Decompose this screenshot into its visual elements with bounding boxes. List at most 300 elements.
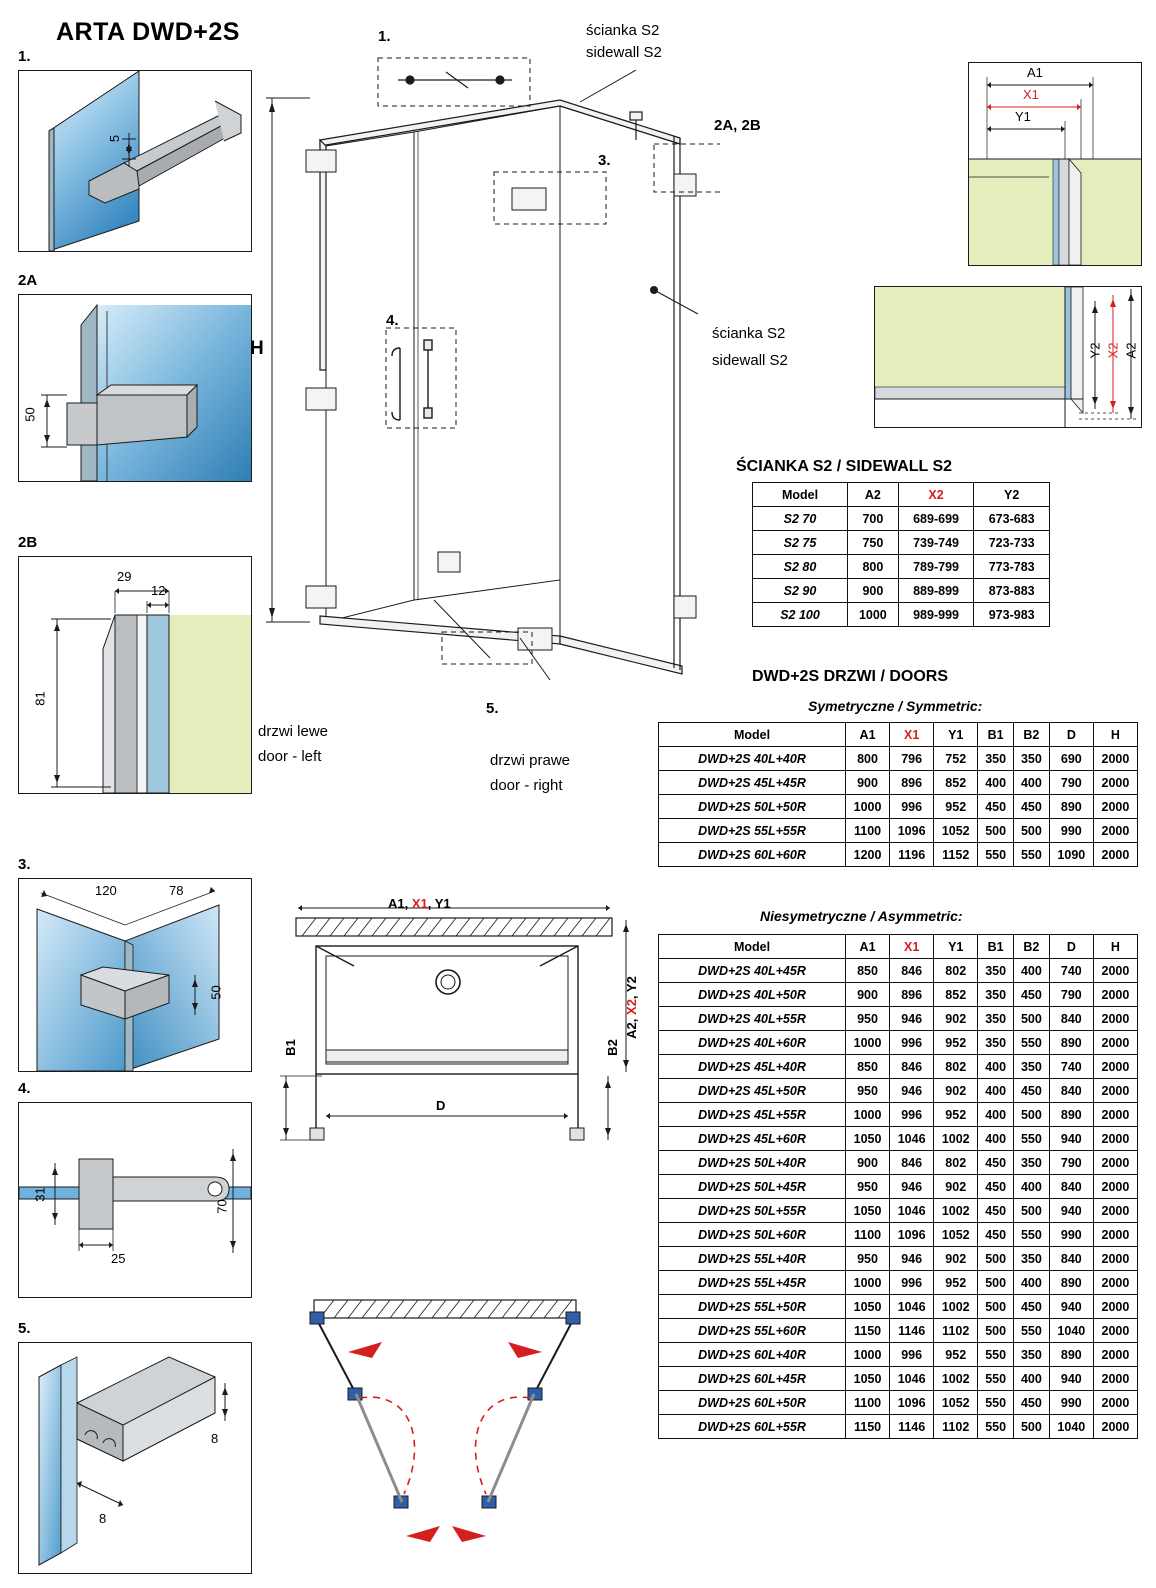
cell-x2: 989-999 [898, 603, 974, 627]
cell-model: S2 70 [753, 507, 848, 531]
detail-2b-panel [18, 556, 252, 794]
cell-y1: 752 [934, 747, 978, 771]
cell-h: 2000 [1093, 1199, 1137, 1223]
cell-d: 990 [1049, 1223, 1093, 1247]
cell-d: 740 [1049, 1055, 1093, 1079]
cell-y1: 1152 [934, 843, 978, 867]
detail-2a-label: 2A [18, 272, 38, 289]
cell-h: 2000 [1093, 1127, 1137, 1151]
cell-b1: 550 [978, 1415, 1014, 1439]
cell-h: 2000 [1093, 959, 1137, 983]
detail-4-panel [18, 1102, 252, 1298]
cell-x1: 1146 [890, 1415, 934, 1439]
cell-d: 1090 [1049, 843, 1093, 867]
cell-model: DWD+2S 50L+55R [659, 1199, 846, 1223]
col-header-model: Model [659, 723, 846, 747]
sidewall-table [752, 482, 1050, 627]
sidewall-top-label-en: sidewall S2 [586, 44, 662, 61]
detail-5-label: 5. [18, 1320, 31, 1337]
col-header-model: Model [659, 935, 846, 959]
table-row [659, 1103, 1138, 1127]
cell-x1: 946 [890, 1007, 934, 1031]
col-header-b1: B1 [978, 935, 1014, 959]
cell-x1: 946 [890, 1247, 934, 1271]
cell-h: 2000 [1093, 1247, 1137, 1271]
cell-b2: 450 [1014, 795, 1050, 819]
plan-b1-label: B1 [282, 1039, 298, 1056]
detail-3-dim-78: 78 [169, 883, 184, 898]
col-header-model: Model [753, 483, 848, 507]
cell-model: S2 75 [753, 531, 848, 555]
detail-1-label: 1. [18, 48, 31, 65]
page-title: ARTA DWD+2S [56, 18, 240, 46]
col-header-y1: Y1 [934, 935, 978, 959]
col-header-b2: B2 [1014, 723, 1050, 747]
cell-x1: 1046 [890, 1367, 934, 1391]
cell-b1: 400 [978, 1127, 1014, 1151]
table-row [659, 1319, 1138, 1343]
table-row [659, 1247, 1138, 1271]
cell-h: 2000 [1093, 747, 1137, 771]
cell-model: DWD+2S 55L+55R [659, 819, 846, 843]
cell-y2: 773-783 [974, 555, 1050, 579]
table-row [659, 1343, 1138, 1367]
table-header-row [659, 935, 1138, 959]
cell-x1: 846 [890, 1151, 934, 1175]
table-row [753, 555, 1050, 579]
cell-d: 790 [1049, 1151, 1093, 1175]
detail-2b-dim-81: 81 [32, 691, 48, 706]
cell-x1: 996 [890, 1271, 934, 1295]
cell-h: 2000 [1093, 795, 1137, 819]
detail-5-dim-8b: 8 [99, 1511, 107, 1526]
plan-right-dim-y2: Y2 [623, 976, 639, 993]
table-row [659, 1391, 1138, 1415]
cell-a1: 850 [846, 959, 890, 983]
cell-b2: 450 [1014, 983, 1050, 1007]
col-header-x1: X1 [890, 723, 934, 747]
cell-d: 790 [1049, 983, 1093, 1007]
cell-b2: 550 [1014, 1031, 1050, 1055]
table-row [659, 1415, 1138, 1439]
plan-b2-label: B2 [604, 1039, 620, 1056]
cell-h: 2000 [1093, 1391, 1137, 1415]
callout-3: 3. [598, 152, 611, 169]
cell-b1: 550 [978, 1367, 1014, 1391]
table-row [659, 1031, 1138, 1055]
table-row [753, 531, 1050, 555]
detail-3-dim-50: 50 [208, 985, 224, 1000]
doors-table-title: DWD+2S DRZWI / DOORS [752, 668, 949, 685]
cell-x1: 896 [890, 771, 934, 795]
cell-b1: 350 [978, 1007, 1014, 1031]
plan-right-dim-label: A2, X2, Y2 [623, 976, 639, 1039]
cell-d: 990 [1049, 819, 1093, 843]
cell-d: 940 [1049, 1295, 1093, 1319]
cell-a1: 950 [846, 1007, 890, 1031]
cell-x1: 896 [890, 983, 934, 1007]
cell-a1: 800 [846, 747, 890, 771]
cell-d: 890 [1049, 1031, 1093, 1055]
cell-b2: 350 [1014, 747, 1050, 771]
cell-b2: 550 [1014, 1127, 1050, 1151]
cell-d: 940 [1049, 1127, 1093, 1151]
plan-right-dim-a2: A2 [623, 1022, 639, 1039]
table-row [659, 1079, 1138, 1103]
detail-2a-panel [18, 294, 252, 482]
cell-x1: 846 [890, 959, 934, 983]
cell-x1: 1096 [890, 1391, 934, 1415]
cell-d: 690 [1049, 747, 1093, 771]
detail-4-label: 4. [18, 1080, 31, 1097]
cell-b1: 500 [978, 1319, 1014, 1343]
cell-h: 2000 [1093, 1055, 1137, 1079]
sidewall-right-label-en: sidewall S2 [712, 352, 788, 369]
cell-x1: 996 [890, 1031, 934, 1055]
cell-model: DWD+2S 40L+45R [659, 959, 846, 983]
cell-model: DWD+2S 40L+55R [659, 1007, 846, 1031]
cell-h: 2000 [1093, 1223, 1137, 1247]
cell-h: 2000 [1093, 1271, 1137, 1295]
cell-a1: 1000 [846, 1103, 890, 1127]
detail-a2-label-y2: Y2 [1087, 342, 1103, 359]
table-row [659, 747, 1138, 771]
cell-model: DWD+2S 55L+50R [659, 1295, 846, 1319]
cell-b2: 550 [1014, 1223, 1050, 1247]
cell-y1: 852 [934, 983, 978, 1007]
detail-4-dim-25: 25 [111, 1251, 126, 1266]
cell-x1: 996 [890, 1343, 934, 1367]
cell-x2: 739-749 [898, 531, 974, 555]
cell-a1: 950 [846, 1247, 890, 1271]
cell-y2: 723-733 [974, 531, 1050, 555]
cell-b1: 550 [978, 1343, 1014, 1367]
col-header-b1: B1 [978, 723, 1014, 747]
cell-b2: 350 [1014, 1151, 1050, 1175]
door-swing-diagram [290, 1290, 620, 1570]
cell-y1: 1102 [934, 1319, 978, 1343]
cell-b2: 500 [1014, 1199, 1050, 1223]
plan-view-drawing [268, 900, 648, 1200]
table-row [659, 1223, 1138, 1247]
cell-y1: 952 [934, 1031, 978, 1055]
col-header-d: D [1049, 723, 1093, 747]
cell-b1: 450 [978, 1223, 1014, 1247]
table-row [753, 579, 1050, 603]
cell-d: 940 [1049, 1367, 1093, 1391]
table-row [659, 795, 1138, 819]
cell-d: 990 [1049, 1391, 1093, 1415]
cell-a1: 850 [846, 1055, 890, 1079]
cell-b2: 500 [1014, 819, 1050, 843]
cell-b1: 450 [978, 795, 1014, 819]
cell-a1: 1050 [846, 1199, 890, 1223]
detail-a2-label-a2: A2 [1123, 342, 1139, 359]
cell-model: DWD+2S 55L+60R [659, 1319, 846, 1343]
cell-x1: 1146 [890, 1319, 934, 1343]
table-row [659, 1127, 1138, 1151]
callout-2a-2b: 2A, 2B [714, 117, 761, 134]
cell-y1: 952 [934, 1271, 978, 1295]
table-row [659, 1151, 1138, 1175]
cell-b2: 400 [1014, 771, 1050, 795]
detail-a1-label-a1: A1 [1027, 65, 1043, 80]
cell-b1: 450 [978, 1151, 1014, 1175]
cell-b1: 400 [978, 771, 1014, 795]
cell-h: 2000 [1093, 1343, 1137, 1367]
cell-d: 840 [1049, 1007, 1093, 1031]
cell-h: 2000 [1093, 771, 1137, 795]
cell-x1: 946 [890, 1175, 934, 1199]
cell-h: 2000 [1093, 1031, 1137, 1055]
callout-1: 1. [378, 28, 391, 45]
cell-y1: 802 [934, 1151, 978, 1175]
cell-b1: 400 [978, 1055, 1014, 1079]
cell-d: 890 [1049, 1343, 1093, 1367]
cell-b1: 450 [978, 1199, 1014, 1223]
plan-top-dim-y1: Y1 [434, 896, 451, 911]
cell-model: DWD+2S 60L+60R [659, 843, 846, 867]
cell-x2: 789-799 [898, 555, 974, 579]
cell-model: DWD+2S 45L+50R [659, 1079, 846, 1103]
cell-b2: 350 [1014, 1343, 1050, 1367]
cell-b2: 500 [1014, 1415, 1050, 1439]
cell-b2: 350 [1014, 1247, 1050, 1271]
cell-model: DWD+2S 60L+45R [659, 1367, 846, 1391]
col-header-y1: Y1 [934, 723, 978, 747]
cell-a1: 1100 [846, 1223, 890, 1247]
cell-d: 890 [1049, 795, 1093, 819]
cell-x2: 889-899 [898, 579, 974, 603]
cell-b2: 550 [1014, 843, 1050, 867]
cell-x1: 846 [890, 1055, 934, 1079]
cell-a1: 1000 [846, 1343, 890, 1367]
sidewall-top-label-pl: ścianka S2 [586, 22, 660, 39]
cell-a1: 1050 [846, 1127, 890, 1151]
cell-a1: 1000 [846, 1031, 890, 1055]
cell-b1: 500 [978, 819, 1014, 843]
cell-y1: 1102 [934, 1415, 978, 1439]
cell-h: 2000 [1093, 1175, 1137, 1199]
cell-x1: 796 [890, 747, 934, 771]
cell-model: DWD+2S 50L+45R [659, 1175, 846, 1199]
door-right-label-pl: drzwi prawe [490, 752, 571, 769]
table-row [659, 1175, 1138, 1199]
cell-b1: 400 [978, 1079, 1014, 1103]
cell-y1: 952 [934, 1103, 978, 1127]
table-row [659, 843, 1138, 867]
cell-b1: 400 [978, 1103, 1014, 1127]
col-header-x1: X1 [890, 935, 934, 959]
cell-d: 890 [1049, 1271, 1093, 1295]
col-header-a2: A2 [848, 483, 899, 507]
cell-model: DWD+2S 55L+40R [659, 1247, 846, 1271]
cell-h: 2000 [1093, 1415, 1137, 1439]
cell-a2: 800 [848, 555, 899, 579]
cell-b1: 350 [978, 983, 1014, 1007]
cell-a1: 1050 [846, 1295, 890, 1319]
height-symbol: H [250, 338, 264, 359]
detail-2a-dim-50: 50 [22, 407, 38, 422]
cell-d: 840 [1049, 1079, 1093, 1103]
cell-a1: 900 [846, 771, 890, 795]
detail-5-dim-8a: 8 [211, 1431, 219, 1446]
detail-4-dim-31: 31 [32, 1187, 48, 1202]
cell-model: DWD+2S 55L+45R [659, 1271, 846, 1295]
cell-model: DWD+2S 45L+40R [659, 1055, 846, 1079]
table-row [659, 1055, 1138, 1079]
cell-y1: 1002 [934, 1295, 978, 1319]
cell-model: DWD+2S 50L+40R [659, 1151, 846, 1175]
cell-a2: 700 [848, 507, 899, 531]
detail-1-dim-5: 5 [107, 134, 123, 143]
col-header-a1: A1 [846, 723, 890, 747]
cell-y1: 952 [934, 1343, 978, 1367]
table-row [659, 1199, 1138, 1223]
detail-5-panel [18, 1342, 252, 1574]
table-row [753, 603, 1050, 627]
cell-model: DWD+2S 45L+45R [659, 771, 846, 795]
col-header-h: H [1093, 935, 1137, 959]
doors-asymmetric-table [658, 934, 1138, 1439]
cell-x1: 996 [890, 1103, 934, 1127]
cell-y1: 902 [934, 1079, 978, 1103]
plan-top-dim-x1: X1 [411, 896, 428, 911]
cell-x1: 1096 [890, 819, 934, 843]
cell-model: DWD+2S 60L+50R [659, 1391, 846, 1415]
cell-a1: 1150 [846, 1415, 890, 1439]
table-row [659, 983, 1138, 1007]
plan-top-dim-label: A1, X1, Y1 [388, 896, 451, 911]
detail-4-dim-70: 70 [214, 1199, 230, 1214]
cell-y2: 673-683 [974, 507, 1050, 531]
cell-d: 840 [1049, 1175, 1093, 1199]
main-enclosure-drawing [250, 40, 720, 720]
detail-2b-label: 2B [18, 534, 38, 551]
plan-right-dim-x2: X2 [623, 999, 639, 1015]
detail-a1-panel [968, 62, 1142, 266]
cell-model: DWD+2S 40L+50R [659, 983, 846, 1007]
cell-model: DWD+2S 45L+60R [659, 1127, 846, 1151]
cell-x1: 996 [890, 795, 934, 819]
cell-b2: 400 [1014, 959, 1050, 983]
cell-x1: 1046 [890, 1199, 934, 1223]
cell-h: 2000 [1093, 1103, 1137, 1127]
cell-y2: 873-883 [974, 579, 1050, 603]
cell-model: DWD+2S 45L+55R [659, 1103, 846, 1127]
cell-a1: 1200 [846, 843, 890, 867]
cell-x1: 1096 [890, 1223, 934, 1247]
cell-y1: 902 [934, 1247, 978, 1271]
detail-3-panel [18, 878, 252, 1072]
doors-symmetric-subtitle: Symetryczne / Symmetric: [808, 698, 983, 714]
cell-h: 2000 [1093, 1319, 1137, 1343]
cell-b1: 350 [978, 747, 1014, 771]
cell-b1: 350 [978, 1031, 1014, 1055]
cell-model: DWD+2S 40L+40R [659, 747, 846, 771]
cell-y1: 802 [934, 959, 978, 983]
cell-b2: 450 [1014, 1079, 1050, 1103]
cell-a1: 1150 [846, 1319, 890, 1343]
cell-a1: 950 [846, 1175, 890, 1199]
cell-a2: 900 [848, 579, 899, 603]
table-row [659, 771, 1138, 795]
cell-b1: 500 [978, 1271, 1014, 1295]
cell-model: DWD+2S 50L+50R [659, 795, 846, 819]
cell-model: DWD+2S 60L+55R [659, 1415, 846, 1439]
cell-model: S2 100 [753, 603, 848, 627]
col-header-d: D [1049, 935, 1093, 959]
col-header-h: H [1093, 723, 1137, 747]
cell-y1: 1002 [934, 1199, 978, 1223]
cell-a1: 1050 [846, 1367, 890, 1391]
cell-y1: 1052 [934, 1223, 978, 1247]
detail-2b-dim-29: 29 [117, 569, 132, 584]
cell-a1: 950 [846, 1079, 890, 1103]
table-row [659, 1271, 1138, 1295]
cell-b1: 500 [978, 1247, 1014, 1271]
cell-y1: 1052 [934, 1391, 978, 1415]
cell-y1: 1002 [934, 1367, 978, 1391]
table-header-row [659, 723, 1138, 747]
cell-b2: 550 [1014, 1319, 1050, 1343]
col-header-y2: Y2 [974, 483, 1050, 507]
detail-a1-label-y1: Y1 [1015, 109, 1031, 124]
cell-b1: 350 [978, 959, 1014, 983]
cell-a2: 1000 [848, 603, 899, 627]
cell-d: 1040 [1049, 1319, 1093, 1343]
col-header-x2: X2 [898, 483, 974, 507]
table-row [659, 1295, 1138, 1319]
cell-model: S2 80 [753, 555, 848, 579]
cell-y1: 902 [934, 1175, 978, 1199]
cell-b2: 400 [1014, 1367, 1050, 1391]
cell-a2: 750 [848, 531, 899, 555]
doors-symmetric-table [658, 722, 1138, 867]
cell-b2: 400 [1014, 1175, 1050, 1199]
callout-4: 4. [386, 312, 399, 329]
cell-model: DWD+2S 50L+60R [659, 1223, 846, 1247]
table-row [753, 507, 1050, 531]
cell-a1: 1000 [846, 1271, 890, 1295]
col-header-a1: A1 [846, 935, 890, 959]
cell-b1: 450 [978, 1175, 1014, 1199]
cell-h: 2000 [1093, 983, 1137, 1007]
cell-d: 890 [1049, 1103, 1093, 1127]
cell-y1: 1002 [934, 1127, 978, 1151]
cell-b2: 450 [1014, 1391, 1050, 1415]
cell-d: 940 [1049, 1199, 1093, 1223]
cell-y1: 1052 [934, 819, 978, 843]
door-left-label-pl: drzwi lewe [258, 723, 329, 740]
table-row [659, 1007, 1138, 1031]
cell-h: 2000 [1093, 819, 1137, 843]
cell-h: 2000 [1093, 1079, 1137, 1103]
table-row [659, 1367, 1138, 1391]
cell-x2: 689-699 [898, 507, 974, 531]
cell-b1: 550 [978, 843, 1014, 867]
cell-model: S2 90 [753, 579, 848, 603]
door-left-label-en: door - left [258, 748, 322, 765]
cell-x1: 1196 [890, 843, 934, 867]
cell-a1: 1000 [846, 795, 890, 819]
door-right-label-en: door - right [490, 777, 563, 794]
cell-d: 840 [1049, 1247, 1093, 1271]
sidewall-table-title: ŚCIANKA S2 / SIDEWALL S2 [736, 458, 953, 475]
cell-h: 2000 [1093, 1007, 1137, 1031]
cell-b1: 500 [978, 1295, 1014, 1319]
cell-x1: 1046 [890, 1127, 934, 1151]
